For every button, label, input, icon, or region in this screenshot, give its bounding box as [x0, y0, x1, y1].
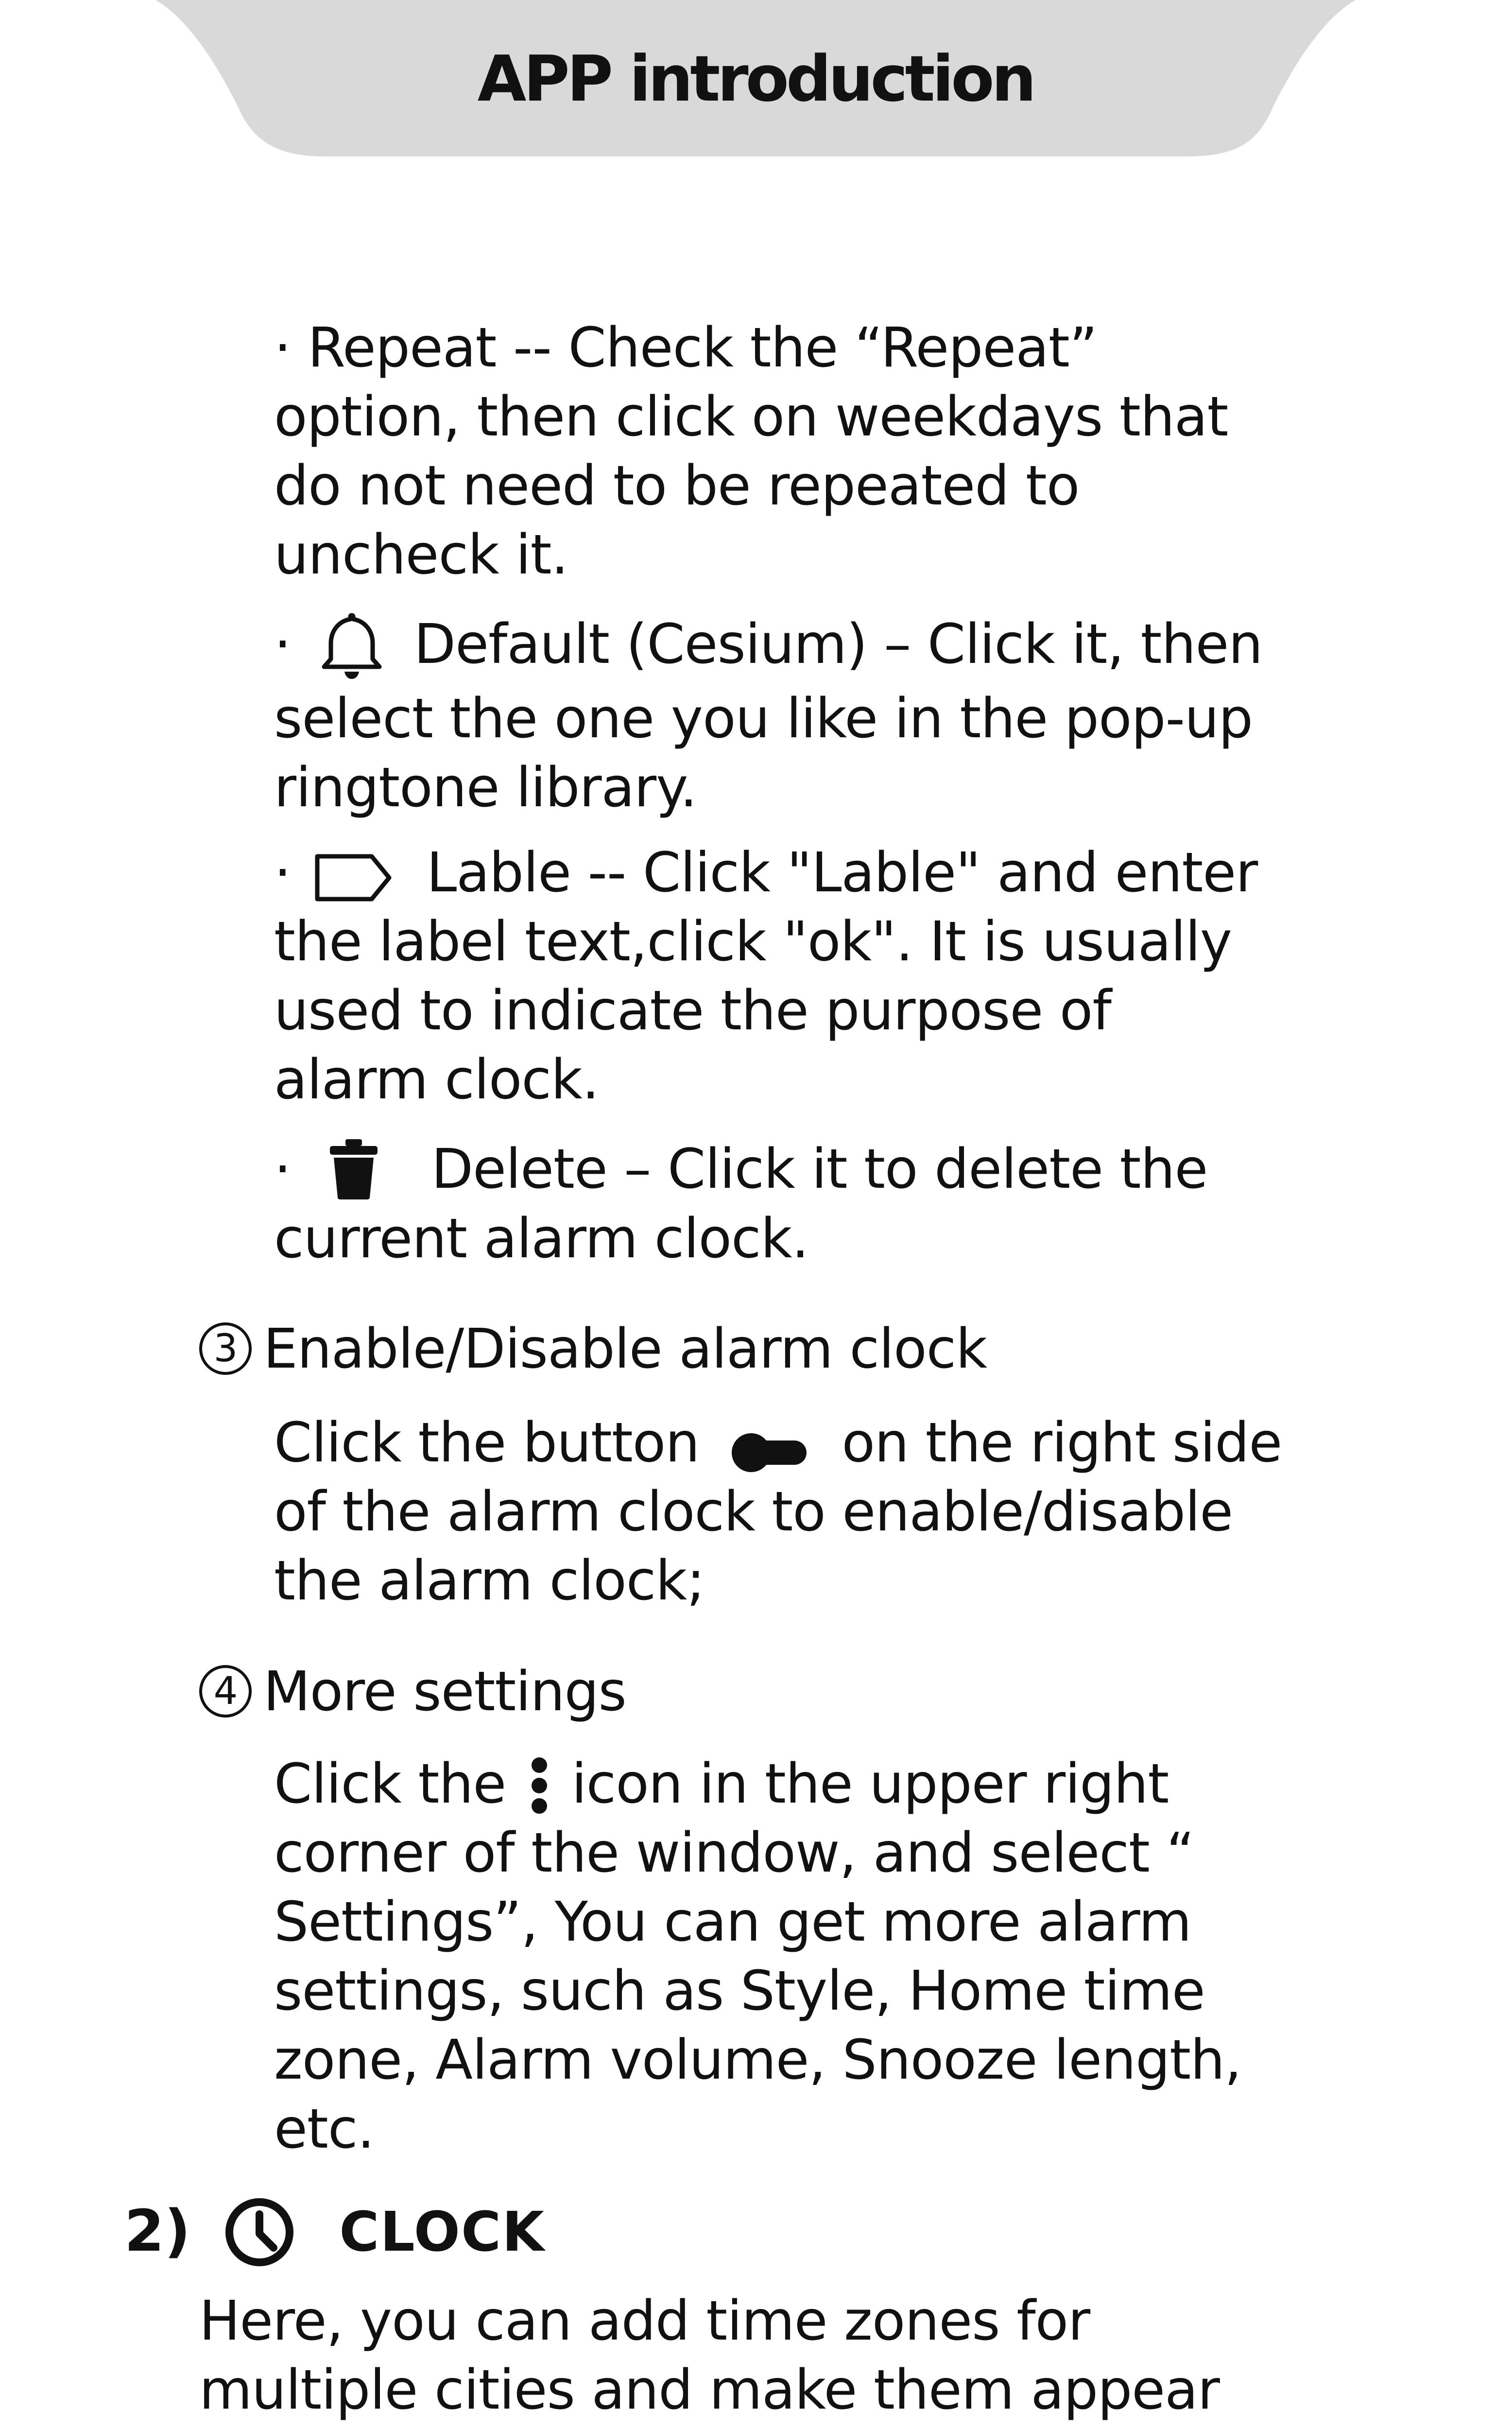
repeat-line-1: · Repeat -- Check the “Repeat”: [274, 316, 1097, 380]
clock-icon: [223, 2196, 296, 2269]
step-4-line-4: settings, such as Style, Home time: [274, 1960, 1205, 2023]
step-4-heading: [199, 1657, 1365, 1726]
bullet-dot: ·: [274, 841, 291, 904]
ringtone-first-line: [274, 610, 1343, 684]
delete-first-text: Delete – Click it to delete the: [431, 1138, 1208, 1201]
step-4-title: More settings: [263, 1660, 626, 1723]
step-3-first-line: [274, 1408, 1343, 1477]
step-4-number: 4: [199, 1665, 252, 1718]
bullet-dot: ·: [274, 1138, 291, 1201]
step-3-heading: [199, 1315, 1365, 1384]
step-4-line-6: etc.: [274, 2098, 374, 2161]
label-bullet: [274, 838, 1343, 1114]
step-3-line-2: of the alarm clock to enable/disable: [274, 1480, 1233, 1544]
label-first-text: Lable -- Click "Lable" and enter: [426, 841, 1258, 904]
ringtone-bullet: [274, 610, 1343, 822]
delete-line-2: current alarm clock.: [274, 1207, 809, 1271]
step-4-first-line: [274, 1750, 1343, 1819]
label-tag-icon: [314, 849, 392, 898]
repeat-line-3: do not need to be repeated to: [274, 454, 1080, 518]
step-4-line-5: zone, Alarm volume, Snooze length,: [274, 2029, 1241, 2092]
label-line-4: alarm clock.: [274, 1048, 599, 1111]
step-4-body: [274, 1750, 1343, 2164]
section-2-heading: [124, 2192, 545, 2272]
section-2-body: [199, 2287, 1414, 2425]
repeat-line-2: option, then click on weekdays that: [274, 385, 1228, 449]
section-2-number: 2): [124, 2197, 191, 2264]
step-3-line-3: the alarm clock;: [274, 1549, 704, 1613]
label-line-3: used to indicate the purpose of: [274, 979, 1111, 1042]
section-2-title: CLOCK: [339, 2201, 545, 2264]
step-4-line-3: Settings”, You can get more alarm: [274, 1891, 1191, 1954]
step-4-first-after: icon in the upper right: [571, 1753, 1169, 1816]
step-3-first-after: on the right side: [842, 1411, 1282, 1475]
label-first-line: [274, 838, 1343, 907]
repeat-bullet: [274, 313, 1343, 590]
section-2-line-2: multiple cities and make them appear: [199, 2359, 1220, 2422]
toggle-switch-icon: [731, 1422, 808, 1465]
delete-first-line: [274, 1135, 1343, 1204]
bell-icon: [315, 608, 388, 681]
ringtone-line-2: select the one you like in the pop-up: [274, 687, 1253, 751]
ringtone-first-text: Default (Cesium) – Click it, then: [413, 613, 1263, 676]
step-4-line-2: corner of the window, and select “: [274, 1822, 1194, 1885]
delete-bullet: [274, 1135, 1343, 1273]
page-title: APP introduction: [477, 42, 1034, 116]
more-vertical-icon: [529, 1756, 550, 1815]
section-2-line-1: Here, you can add time zones for: [199, 2290, 1090, 2353]
step-3-number: 3: [199, 1322, 252, 1375]
repeat-line-4: uncheck it.: [274, 523, 568, 587]
bullet-dot: ·: [274, 613, 291, 676]
step-3-title: Enable/Disable alarm clock: [263, 1318, 987, 1381]
label-line-2: the label text,click "ok". It is usually: [274, 910, 1232, 973]
trash-icon: [327, 1137, 380, 1200]
step-4-first-before: Click the: [274, 1753, 506, 1816]
ringtone-line-3: ringtone library.: [274, 756, 697, 820]
step-3-first-before: Click the button: [274, 1411, 700, 1475]
step-3-body: [274, 1408, 1343, 1615]
header-tab: [155, 0, 1356, 156]
